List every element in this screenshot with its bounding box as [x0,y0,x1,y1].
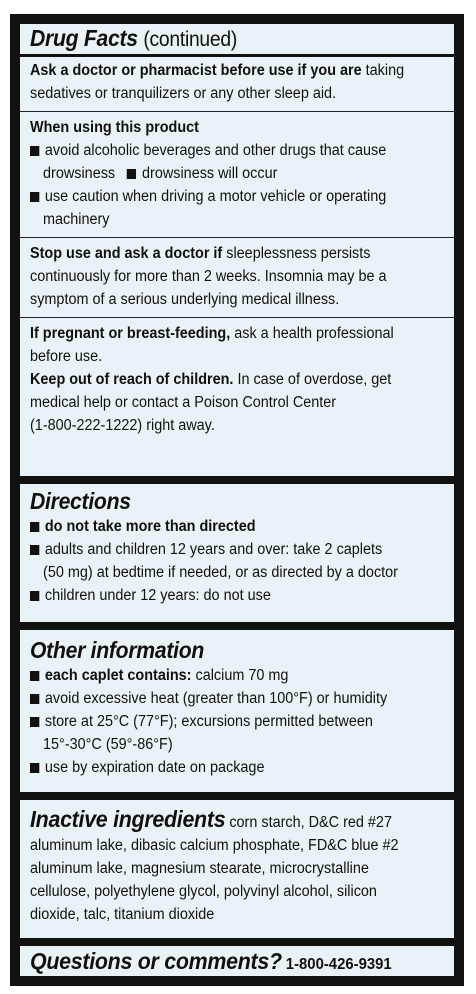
bullet-icon [30,146,39,156]
pregnant-heading: If pregnant or breast-feeding, [30,325,231,342]
ask-doctor-section: Ask a doctor or pharmacist before use if you are taking sedatives or tranquilizers or any other sleep aid. [30,62,405,102]
bullet-icon [30,671,39,681]
when-using-heading: When using this product [30,119,199,136]
keep-out-heading: Keep out of reach of children. [30,371,234,388]
inactive-ingredients-text: Inactive ingredients corn starch, D&C red #27 aluminum lake, dibasic calcium phosphate, FD&C blue #2 aluminum lake, magnesium stearate, microcrystalline cellulose, polyethylene glycol, polyvinyl alcohol, silicon dioxide, talc, titanium dioxide [30,806,399,923]
when-using-section: When using this product avoid alcoholic beverages and other drugs that cause drowsiness drowsiness will occur use caution when driving a motor vehicle or operating machinery [30,119,387,228]
other-information-list: each caplet contains: calcium 70 mg avoid excessive heat (greater than 100°F) or humidity store at 25°C (77°F); excursions permitted between 15°-30°C (59°-86°F) use by expiration date on package [30,664,442,779]
bullet-icon [30,591,39,601]
directions-title: Directions [30,488,131,514]
drug-facts-label [10,14,464,986]
bullet-icon [127,169,136,179]
divider [20,237,454,238]
questions-panel [20,946,454,976]
bullet-icon [30,545,39,555]
stop-use-section: Stop use and ask a doctor if sleeplessness persists continuously for more than 2 weeks. Insomnia may be a symptom of a serious underlying medical illness. [30,245,387,308]
questions-phone: 1-800-426-9391 [285,956,392,973]
inactive-ingredients-title: Inactive ingredients [30,806,226,832]
drug-facts-title: Drug Facts (continued) [30,25,237,51]
bullet-icon [30,192,39,202]
directions-list: do not take more than directed adults and children 12 years and over: take 2 caplets (50 mg) at bedtime if needed, or as directed by a doctor children under 12 years: do not use [30,515,442,607]
title-rule [20,54,454,57]
bullet-icon [30,522,39,532]
divider [20,317,454,318]
other-information-panel [20,630,454,792]
stop-use-heading: Stop use and ask a doctor if [30,245,223,262]
questions-title: Questions or comments? [30,948,282,974]
pregnancy-section: If pregnant or breast-feeding, ask a health professional before use. Keep out of reach of children. In case of overdose, get medical help or contact a Poison Control Center (1-800-222-1222) right away. [30,325,394,434]
inactive-ingredients-panel [20,800,454,938]
bullet-icon [30,694,39,704]
divider [20,111,454,112]
questions-line [30,946,442,980]
continued-label: (continued) [143,28,237,51]
directions-panel [20,484,454,622]
drug-facts-panel [20,24,454,476]
ask-doctor-heading: Ask a doctor or pharmacist before use if you are [30,62,362,79]
other-information-title: Other information [30,637,204,663]
bullet-icon [30,717,39,727]
bullet-icon [30,763,39,773]
